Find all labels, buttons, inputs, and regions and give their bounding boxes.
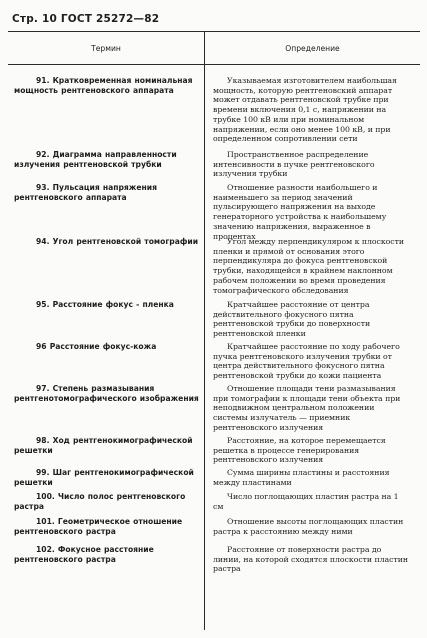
definition-text: Сумма ширины пластины и расстояния между пластинами (213, 468, 390, 487)
term-text: 101. Геометрическое отношение рентгеновского растра (14, 517, 183, 536)
table-top-rule (8, 31, 420, 32)
definition-text: Число поглощающих пластин растра на 1 см (213, 492, 399, 511)
term-text: 96 Расстояние фокус-кожа (36, 342, 157, 351)
term-text: 93. Пульсация напряжения рентгеновского аппарата (14, 183, 157, 202)
term-text: 102. Фокусное расстояние рентгеновского растра (14, 545, 154, 564)
term-text: 91. Кратковременная номинальная мощность рентгеновского аппарата (14, 76, 193, 95)
term-text: 100. Число полос рентгеновского растра (14, 492, 186, 511)
column-divider (204, 31, 205, 630)
definition-text: Кратчайшее расстояние от центра действительного фокусного пятна рентгеновской трубки до поверхности рентгеновской пленки (213, 300, 371, 339)
term-text: 92. Диаграмма направленности излучения рентгеновской трубки (14, 150, 177, 169)
definition-text: Расстояние, на которое перемещается решетка в процессе генерирования рентгеновского излучения (213, 436, 386, 465)
definition-text: Расстояние от поверхности растра до линии, на которой сходятся плоскости пластин растра (213, 545, 409, 574)
definition-text: Кратчайшее расстояние по ходу рабочего пучка рентгеновского излучения трубки от центра действительного фокусного пятна рентгеновской трубки до кожи пациента (213, 342, 400, 381)
column-header-definition: Определение (285, 44, 340, 53)
definition-text: Пространственное распределение интенсивности в пучке рентгеновского излучения трубки (213, 150, 375, 179)
page-header: Стр. 10 ГОСТ 25272—82 (12, 13, 160, 25)
term-text: 94. Угол рентгеновской томографии (36, 237, 199, 246)
term-text: 95. Расстояние фокус - пленка (36, 300, 174, 309)
definition-text: Указываемая изготовителем наибольшая мощность, которую рентгеновский аппарат может отдавать рентгеновской трубке при времени включения 0,1 с, напряжении на трубке 100 кВ или при номинальном напряжении, если оно менее 100 кВ, и при определенном сопротивлении сети (213, 76, 397, 144)
definition-text: Угол между перпендикуляром к плоскости пленки и прямой от основания этого перпендикуляра до фокуса рентгеновской трубки, находящейся в крайнем наклонном рабочем положении во время проведения томографического обследования (213, 237, 405, 295)
definition-text: Отношение площади тени размазывания при томографии к площади тени объекта при неподвижном центральном положении системы излучатель — приемник рентгеновского излучения (213, 384, 401, 432)
header-bottom-rule (8, 64, 420, 65)
column-header-term: Термин (91, 44, 121, 53)
definition-text: Отношение разности наибольшего и наименьшего за период значений пульсирующего напряжения на выходе генераторного устройства к наибольшему значению напряжения, выраженное в процентах (213, 183, 387, 241)
definition-text: Отношение высоты поглощающих пластин растра к расстоянию между ними (213, 517, 404, 536)
term-text: 97. Степень размазывания рентгенотомографического изображения (14, 384, 199, 403)
term-text: 98. Ход рентгенокимографической решетки (14, 436, 193, 455)
term-text: 99. Шаг рентгенокимографической решетки (14, 468, 194, 487)
